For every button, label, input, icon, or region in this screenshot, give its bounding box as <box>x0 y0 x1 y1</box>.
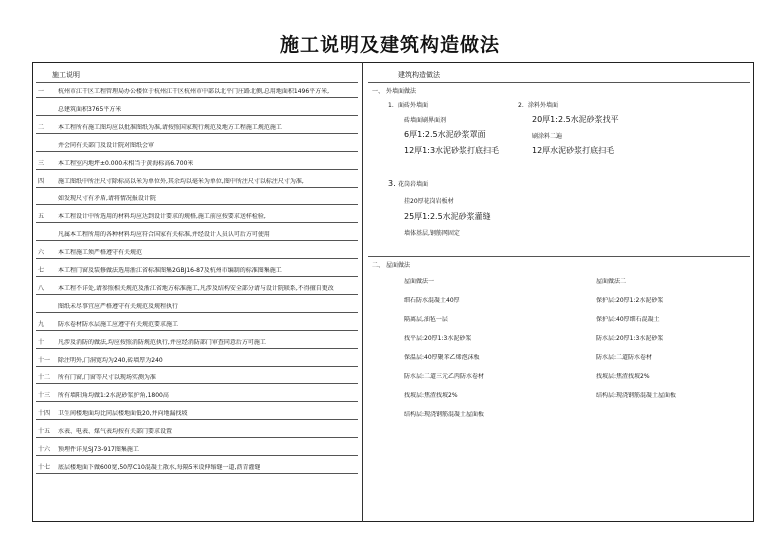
page-title: 施工说明及建筑构造做法 <box>279 34 500 56</box>
note-rule <box>36 348 358 349</box>
note-text: 本工程施工须严格遵守有关规范 <box>58 249 143 257</box>
note-text: 杭州市江干区工程管理局办公楼位于杭州江干区杭州市中部以北平门庄路北侧,总用地面积1496平方米, <box>58 88 330 95</box>
note-rule <box>36 383 358 384</box>
sec1-item3-title: 花岗岩墙面 <box>398 181 429 188</box>
right-header: 建筑构造做法 <box>398 71 440 79</box>
note-rule <box>36 133 358 134</box>
note-rule <box>36 204 358 205</box>
note-text: 施工图纸中所注尺寸除标高以米为单位外,其余均以毫米为单位,图中所注尺寸以标注尺寸为准, <box>58 177 304 185</box>
sec1-title: 外墙面做法 <box>386 88 417 95</box>
roof-layer: 找平层:20厚1:3水泥砂浆 <box>404 335 472 342</box>
roof-layer: 找坡层:焦渣找坡2% <box>404 392 458 399</box>
left-header: 施工说明 <box>52 71 80 79</box>
note-number: 一 <box>38 88 45 95</box>
note-text: 所有门窗,门窗等尺寸以现场实测为准 <box>58 374 156 382</box>
note-number: 十一 <box>38 356 51 364</box>
note-number: 八 <box>38 284 45 292</box>
sec2-title: 屋面做法 <box>386 262 411 269</box>
note-rule <box>36 473 358 474</box>
note-number: 十三 <box>38 392 51 400</box>
roof-layer: 保护层:20厚1:2水泥砂浆 <box>596 297 664 304</box>
note-text: 预埋件详见SJ73-917图集施工 <box>58 446 139 453</box>
note-text: 所有墙阳角均做1:2水泥砂浆护角,1800高 <box>58 392 169 400</box>
note-text: 如发现尺寸有矛盾,请将情况报设计院 <box>58 195 156 203</box>
note-rule <box>36 330 358 331</box>
note-text: 图纸未尽事宜应严格遵守有关规范及规程执行 <box>58 302 179 310</box>
note-text: 总建筑面积3765平方米 <box>58 105 122 113</box>
note-number: 十五 <box>38 428 51 436</box>
note-number: 五 <box>38 213 45 221</box>
note-text: 防水卷材防水层施工应遵守有关规范要求施工 <box>58 320 179 328</box>
note-number: 十四 <box>38 410 51 418</box>
note-number: 七 <box>38 267 45 274</box>
note-rule <box>36 151 358 152</box>
sec1-item3-num: 3. <box>388 179 396 188</box>
note-number: 六 <box>38 249 45 257</box>
roof-layer: 保温层:40厚聚苯乙烯泡沫板 <box>404 354 480 361</box>
sec1-item2-title: 涂料外墙面 <box>528 102 559 109</box>
note-number: 四 <box>38 177 45 185</box>
sec1-item3-c: 墙体基层,钢筋网固定 <box>404 230 460 237</box>
note-text: 本工程所有施工图均应以批准图纸为准,请按照国家现行规范及地方工程施工规范施工 <box>58 123 282 131</box>
note-rule <box>36 455 358 456</box>
sec1-item2-c: 12厚水泥砂浆打底扫毛 <box>532 146 615 155</box>
note-rule <box>36 115 358 116</box>
note-text: 底层楼地面下做600宽,50厚C10混凝土散水,每隔5米设伸缩缝一道,沥青灌缝 <box>58 463 261 471</box>
sec1-item1-c: 12厚1:3水泥砂浆打底扫毛 <box>404 146 500 155</box>
note-text: 卫生间楼地面均比同层楼地面低20,并向地漏找坡 <box>58 410 188 418</box>
roof-layer: 防水层:20厚1:3水泥砂浆 <box>596 335 664 342</box>
note-text: 本工程不详处,请参照相关规范及浙江省地方标准施工,凡涉及结构安全部分请与设计院联系,不得擅自更改 <box>58 284 334 292</box>
note-rule <box>36 187 358 188</box>
roof-layer: 防水层:二道防水卷材 <box>596 354 653 361</box>
left-header-rule <box>36 82 358 83</box>
sec1-item1-b: 6厚1:2.5水泥砂浆罩面 <box>404 130 486 139</box>
note-text: 凡属本工程所用的各种材料均应符合国家有关标准,并经设计人员认可后方可使用 <box>58 231 270 239</box>
sec1-item1-a: 砖墙面刷界面剂 <box>404 117 447 124</box>
drawing-sheet <box>32 62 754 522</box>
roof-layer: 结构层:现浇钢筋混凝土屋面板 <box>404 411 485 418</box>
roof-layer: 屋面做法二 <box>596 278 627 285</box>
note-rule <box>36 276 358 277</box>
sec1-item2-a: 20厚1:2.5水泥砂浆找平 <box>532 115 619 124</box>
note-text: 并会同有关部门及设计院对图纸会审 <box>58 141 155 149</box>
sec1-item1-num: 1. <box>388 102 394 109</box>
sec1-item2-b: 刷涂料二遍 <box>532 133 563 140</box>
note-text: 本工程室内地坪±0.000未相当于黄海标高6.700米 <box>58 159 194 167</box>
right-header-rule <box>368 82 750 83</box>
sec1-num: 一、 <box>372 88 385 95</box>
roof-layer: 防水层:二道三元乙丙防水卷材 <box>404 373 485 380</box>
note-number: 十二 <box>38 374 51 382</box>
note-rule <box>36 294 358 295</box>
note-number: 十 <box>38 338 45 346</box>
column-divider <box>362 62 363 522</box>
sec2-num: 二、 <box>372 262 385 269</box>
note-number: 二 <box>38 123 45 131</box>
note-rule <box>36 169 358 170</box>
section-rule <box>368 256 750 257</box>
sec1-item3-b: 25厚1:2.5水泥砂浆灌缝 <box>404 212 491 221</box>
note-rule <box>36 240 358 241</box>
note-rule <box>36 401 358 402</box>
note-number: 三 <box>38 159 45 167</box>
roof-layer: 细石防水混凝土40厚 <box>404 297 460 304</box>
note-rule <box>36 97 358 98</box>
note-rule <box>36 312 358 313</box>
roof-layer: 保护层:40厚细石混凝土 <box>596 316 660 323</box>
roof-layer: 找坡层:焦渣找坡2% <box>596 373 650 380</box>
note-text: 除注明外,门洞宽均为240,砖墙厚为240 <box>58 356 163 364</box>
note-number: 十七 <box>38 463 51 471</box>
sec1-item1-title: 面砖外墙面 <box>398 102 429 109</box>
note-number: 十六 <box>38 446 51 453</box>
note-text: 本工程门窗及装修做法选用浙江省标准图集2GBJ16-87及杭州市编制的标准图集施工 <box>58 267 282 274</box>
note-text: 凡涉及消防的做法,均应按照消防规范执行,并应经消防部门审查同意后方可施工 <box>58 338 266 346</box>
note-text: 本工程设计中所选用的材料均应达到设计要求的规格,施工前应按要求送样检验, <box>58 213 266 221</box>
roof-layer: 隔离层,油毡一层 <box>404 316 448 323</box>
roof-layer: 结构层:现浇钢筋混凝土屋面板 <box>596 392 677 399</box>
sec1-item2-num: 2. <box>518 102 524 109</box>
note-rule <box>36 437 358 438</box>
note-number: 九 <box>38 320 45 328</box>
note-rule <box>36 366 358 367</box>
note-rule <box>36 258 358 259</box>
note-rule <box>36 222 358 223</box>
note-text: 水表、电表、煤气表均按有关部门要求设置 <box>58 428 173 436</box>
roof-layer: 屋面做法一 <box>404 278 435 285</box>
sec1-item3-a: 挂20厚花岗岩板材 <box>404 198 454 205</box>
note-rule <box>36 419 358 420</box>
